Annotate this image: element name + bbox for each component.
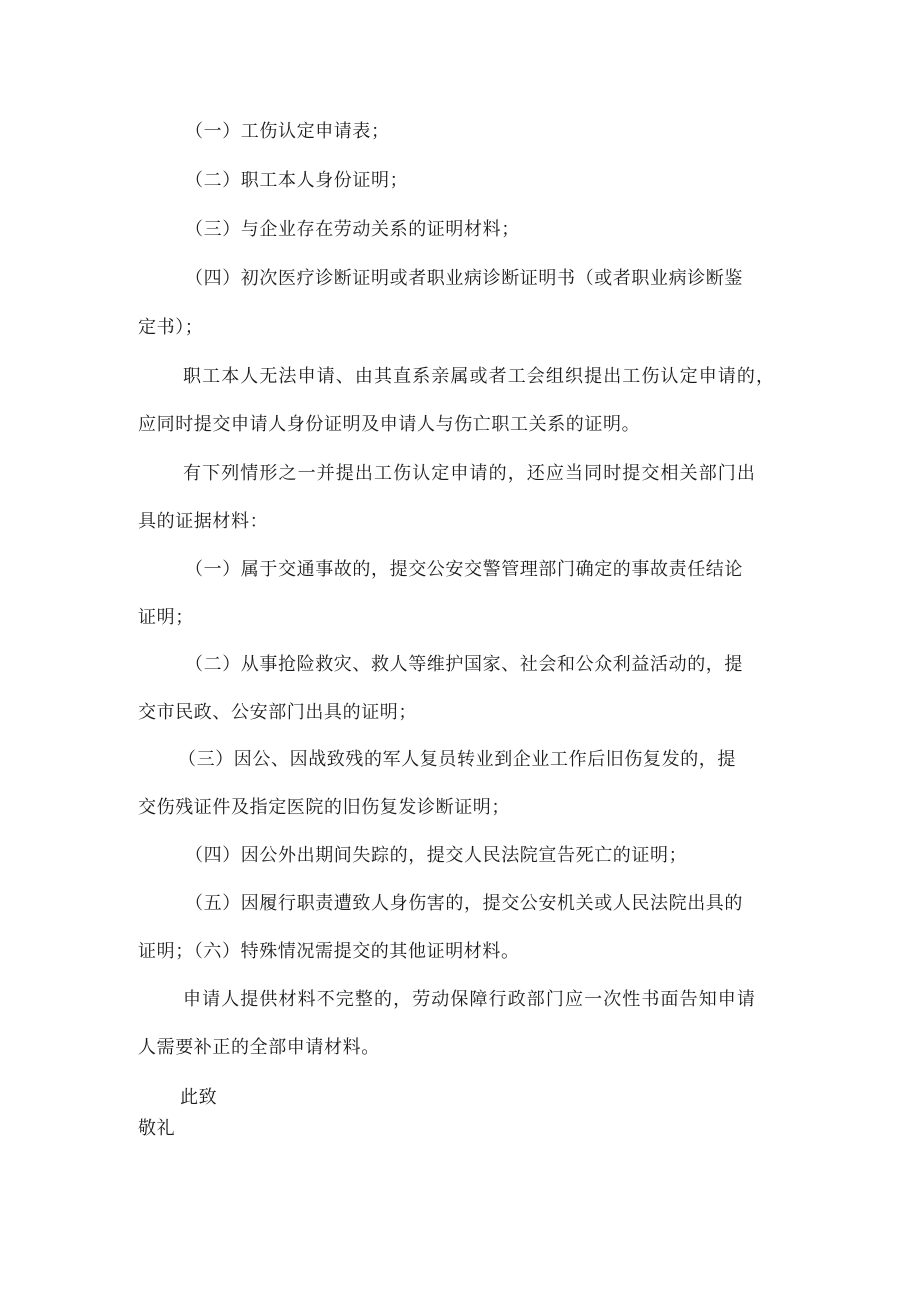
list2-item3-line2: 交伤残证件及指定医院的旧伤复发诊断证明； bbox=[138, 797, 510, 818]
list1-item4-line2: 定书）； bbox=[138, 317, 204, 338]
list1-item3: （三）与企业存在劳动关系的证明材料； bbox=[185, 219, 520, 240]
list2-item2-line2: 交市民政、公安部门出具的证明； bbox=[138, 702, 417, 723]
para2-line2: 具的证据材料： bbox=[138, 511, 269, 532]
list1-item4-line1: （四）初次医疗诊断证明或者职业病诊断证明书（或者职业病诊断鉴 bbox=[185, 268, 743, 289]
list1-item1: （一）工伤认定申请表； bbox=[185, 121, 390, 142]
list2-item3-line1: （三）因公、因战致残的军人复员转业到企业工作后旧伤复发的，提 bbox=[178, 749, 736, 770]
para1-line2: 应同时提交申请人身份证明及申请人与伤亡职工关系的证明。 bbox=[138, 414, 641, 435]
para1-line1: 职工本人无法申请、由其直系亲属或者工会组织提出工伤认定申请的， bbox=[183, 366, 776, 387]
list2-item2-line1: （二）从事抢险救灾、救人等维护国家、社会和公众利益活动的，提 bbox=[185, 654, 743, 675]
para3-line2: 人需要补正的全部申请材料。 bbox=[138, 1037, 380, 1058]
closing-salutation: 敬礼 bbox=[138, 1118, 176, 1139]
closing-greeting: 此致 bbox=[180, 1087, 218, 1108]
list2-item4: （四）因公外出期间失踪的，提交人民法院宣告死亡的证明； bbox=[185, 845, 688, 866]
list1-item2: （二）职工本人身份证明； bbox=[185, 170, 409, 191]
para2-line1: 有下列情形之一并提出工伤认定申请的，还应当同时提交相关部门出 bbox=[183, 463, 756, 484]
list2-item5-line2: 证明；（六）特殊情况需提交的其他证明材料。 bbox=[138, 941, 520, 962]
list2-item5-line1: （五）因履行职责遭致人身伤害的，提交公安机关或人民法院出具的 bbox=[185, 893, 743, 914]
list2-item1-line1: （一）属于交通事故的，提交公安交警管理部门确定的事故责任结论 bbox=[185, 559, 743, 580]
para3-line1: 申请人提供材料不完整的，劳动保障行政部门应一次性书面告知申请 bbox=[183, 989, 756, 1010]
list2-item1-line2: 证明； bbox=[138, 607, 194, 628]
